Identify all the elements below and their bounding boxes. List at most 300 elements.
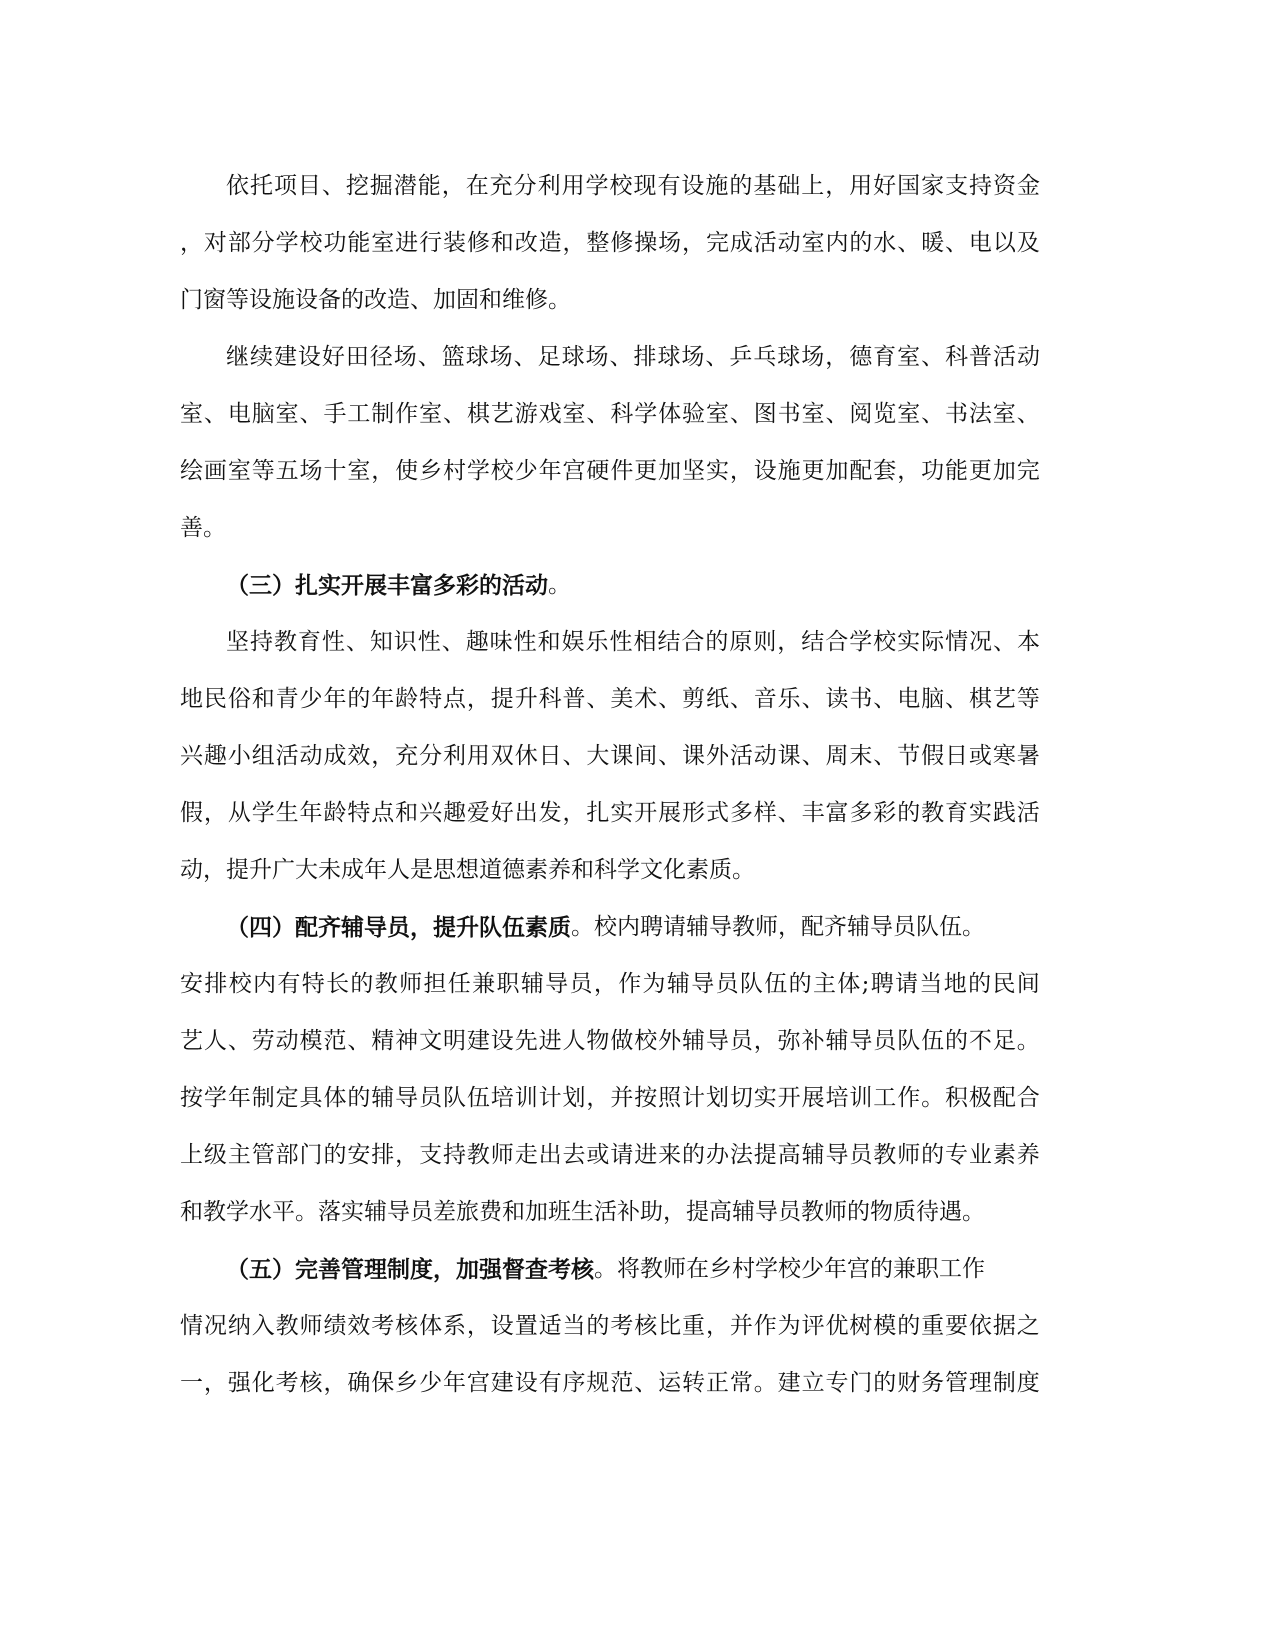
line-char: 乓: [753, 344, 777, 370]
line-char: 的: [347, 1085, 371, 1111]
line-char: 田: [345, 344, 369, 370]
line-char: 、: [441, 629, 465, 655]
line-char: 据: [992, 1313, 1016, 1339]
heading-tail: 。将教师在乡村学校少年宫的兼职工作: [594, 1256, 985, 1282]
line-char: 专: [945, 1142, 968, 1168]
line-char: 制: [371, 401, 395, 427]
line-char: 辅: [825, 1028, 849, 1054]
line-char: 加: [658, 458, 682, 484]
line-char: 切: [729, 1085, 753, 1111]
line-char: 作: [618, 971, 642, 997]
line-char: 的: [705, 629, 729, 655]
line-char: 则: [753, 629, 777, 655]
line-char: 成: [729, 230, 753, 256]
line-char: 导: [691, 971, 715, 997]
line-char: 末: [849, 743, 873, 769]
line-char: 和: [537, 629, 561, 655]
line-char: 评: [801, 1313, 825, 1339]
line-char: 计: [538, 1085, 562, 1111]
line-char: 、: [921, 344, 945, 370]
line-char: 式: [705, 800, 729, 826]
text-line: [180, 1070, 1040, 1127]
line-char: 核: [395, 1313, 419, 1339]
line-char: 能: [347, 230, 371, 256]
line-char: 出: [514, 800, 538, 826]
line-char: 挖: [345, 173, 369, 199]
heading-text: （三）扎实开展丰富多彩的活动: [226, 572, 548, 599]
line-char: 活: [1016, 800, 1040, 826]
line-char: ，: [562, 800, 586, 826]
line-char: ，: [753, 1028, 777, 1054]
text-line: [180, 158, 1040, 215]
line-char: 室: [562, 401, 586, 427]
line-char: 富: [825, 800, 849, 826]
line-char: 暖: [921, 230, 945, 256]
line-char: 当: [919, 971, 943, 997]
line-char: 或: [968, 743, 992, 769]
line-char: 成: [323, 743, 347, 769]
line-char: 确: [347, 1370, 371, 1396]
line-char: 动: [753, 743, 777, 769]
line-char: 托: [249, 173, 273, 199]
line-char: 队: [897, 1028, 921, 1054]
line-char: 出: [538, 1142, 562, 1168]
line-char: 弥: [777, 1028, 801, 1054]
line-char: 财: [897, 1370, 921, 1396]
line-char: 结: [801, 629, 825, 655]
line-char: 、: [777, 800, 801, 826]
line-char: 修: [610, 230, 634, 256]
line-char: 际: [921, 629, 945, 655]
line-char: 双: [490, 743, 514, 769]
document-body: [180, 158, 1040, 1412]
line-char: 用: [466, 743, 490, 769]
line-char: 分: [251, 230, 275, 256]
line-char: 展: [658, 800, 682, 826]
line-char: 点: [442, 686, 466, 712]
line-char: 明: [442, 1028, 466, 1054]
line-char: 、: [442, 401, 466, 427]
line-char: 、: [658, 686, 682, 712]
line-char: 人: [203, 1028, 227, 1054]
line-char: 纳: [227, 1313, 251, 1339]
line-char: 场: [299, 458, 323, 484]
heading-text: （四）配齐辅导员，提升队伍素质: [226, 914, 571, 941]
line-char: 书: [777, 401, 801, 427]
line-char: 外: [658, 1028, 682, 1054]
line-char: 计: [682, 1085, 706, 1111]
line-char: 适: [538, 1313, 562, 1339]
line-char: 棋: [968, 686, 992, 712]
line-char: 的: [586, 1313, 610, 1339]
line-char: 电: [897, 686, 921, 712]
line-char: 专: [825, 1370, 849, 1396]
line-char: 业: [968, 1142, 992, 1168]
line-char: 。: [753, 1370, 777, 1396]
text-line: [180, 272, 1040, 329]
line-char: 作: [897, 1085, 921, 1111]
line-char: 术: [634, 686, 658, 712]
line-char: 辅: [801, 1142, 825, 1168]
line-char: 节: [897, 743, 921, 769]
line-char: 的: [788, 971, 812, 997]
line-char: 外: [705, 743, 729, 769]
line-char: 分: [419, 743, 443, 769]
line-char: 室: [180, 401, 203, 427]
text-line: [180, 1298, 1040, 1355]
line-char: 建: [490, 1370, 514, 1396]
line-char: 龄: [323, 800, 347, 826]
line-char: 有: [277, 971, 301, 997]
line-char: 辅: [682, 1028, 706, 1054]
line-char: 、: [203, 401, 227, 427]
line-char: 按: [180, 1085, 203, 1111]
line-char: 法: [968, 401, 992, 427]
line-char: 操: [634, 230, 658, 256]
line-text: 和教学水平。落实辅导员差旅费和加班生活补助，提高辅导员教师的物质待遇。: [180, 1199, 985, 1225]
line-char: 和: [490, 230, 514, 256]
line-char: 扎: [586, 800, 610, 826]
line-char: 的: [682, 1142, 706, 1168]
line-char: 校: [873, 629, 897, 655]
line-char: 彩: [873, 800, 897, 826]
line-char: 支: [419, 1142, 443, 1168]
line-char: 管: [251, 1142, 275, 1168]
line-char: 学: [849, 629, 873, 655]
line-char: 进: [395, 230, 419, 256]
line-char: 年: [299, 800, 323, 826]
line-char: 、: [299, 401, 323, 427]
line-char: 优: [825, 1313, 849, 1339]
line-char: 课: [610, 743, 634, 769]
line-char: 美: [610, 686, 634, 712]
line-char: 校: [634, 1028, 658, 1054]
line-char: 继: [226, 344, 249, 370]
line-char: 培: [490, 1085, 514, 1111]
line-char: 师: [490, 1142, 514, 1168]
line-char: 之: [1016, 1313, 1040, 1339]
line-char: 伍: [764, 971, 788, 997]
line-char: 续: [249, 344, 273, 370]
line-char: 休: [514, 743, 538, 769]
line-char: 青: [275, 686, 299, 712]
line-char: 主: [227, 1142, 251, 1168]
line-char: 请: [895, 971, 919, 997]
line-char: 好: [321, 344, 345, 370]
line-char: 实: [968, 800, 992, 826]
line-char: 功: [921, 458, 945, 484]
line-char: 多: [729, 800, 753, 826]
line-char: 宫: [466, 1370, 490, 1396]
line-char: 、: [562, 743, 586, 769]
line-char: 物: [586, 1028, 610, 1054]
line-char: 组: [251, 743, 275, 769]
line-char: 生: [275, 800, 299, 826]
line-char: 潜: [393, 173, 417, 199]
line-char: 员: [849, 1142, 873, 1168]
line-char: 精: [371, 1028, 395, 1054]
line-char: 学: [466, 458, 490, 484]
line-char: 素: [992, 1142, 1016, 1168]
line-char: 样: [753, 800, 777, 826]
line-char: 、: [945, 686, 968, 712]
line-char: 地: [180, 686, 203, 712]
line-char: 、: [1016, 401, 1040, 427]
line-char: 设: [297, 344, 321, 370]
line-char: 学: [203, 1085, 227, 1111]
line-char: 理: [968, 1370, 992, 1396]
line-char: 球: [561, 344, 585, 370]
line-char: 、: [921, 401, 945, 427]
line-char: 立: [801, 1370, 825, 1396]
line-char: 、: [873, 743, 897, 769]
line-char: 用: [849, 173, 873, 199]
line-char: 龄: [395, 686, 419, 712]
line-char: 知: [369, 629, 393, 655]
line-char: 活: [993, 344, 1016, 370]
line-char: 排: [371, 1142, 395, 1168]
line-char: ;: [861, 971, 870, 997]
line-char: 图: [753, 401, 777, 427]
line-char: 伍: [466, 1085, 490, 1111]
line-char: 动: [1016, 344, 1040, 370]
line-char: 提: [490, 686, 514, 712]
line-char: 场: [681, 344, 705, 370]
line-char: 人: [562, 1028, 586, 1054]
line-char: 游: [514, 401, 538, 427]
line-char: 导: [395, 1085, 419, 1111]
line-char: 室: [801, 401, 825, 427]
line-char: 坚: [682, 458, 706, 484]
line-char: 活: [729, 743, 753, 769]
line-char: 纸: [705, 686, 729, 712]
line-char: 、: [825, 401, 849, 427]
line-char: 度: [1016, 1370, 1040, 1396]
line-char: 加: [992, 458, 1016, 484]
line-char: 家: [921, 173, 945, 199]
line-char: 水: [873, 230, 897, 256]
line-char: 的: [347, 686, 371, 712]
line-char: 、: [345, 629, 369, 655]
line-char: 场: [393, 344, 417, 370]
line-char: 、: [347, 1028, 371, 1054]
line-char: 依: [226, 173, 249, 199]
line-char: 补: [801, 1028, 825, 1054]
text-line: [180, 671, 1040, 728]
line-char: 趣: [465, 629, 489, 655]
line-char: 开: [777, 1085, 801, 1111]
line-char: 好: [873, 173, 897, 199]
line-char: 合: [1016, 1085, 1040, 1111]
line-char: ，: [825, 344, 849, 370]
text-line: [180, 386, 1040, 443]
line-char: 先: [514, 1028, 538, 1054]
line-char: 、: [634, 1370, 658, 1396]
line-char: 具: [299, 1085, 323, 1111]
line-char: 读: [825, 686, 849, 712]
line-char: 性: [513, 629, 537, 655]
line-char: ，: [203, 800, 227, 826]
line-char: 的: [968, 971, 992, 997]
line-char: 坚: [226, 629, 249, 655]
line-char: 实: [753, 1085, 777, 1111]
line-char: 寒: [992, 743, 1016, 769]
line-char: 导: [825, 1142, 849, 1168]
line-char: 范: [323, 1028, 347, 1054]
line-char: 师: [399, 971, 423, 997]
line-char: 年: [371, 686, 395, 712]
line-char: 伍: [921, 1028, 945, 1054]
line-char: 绘: [180, 458, 203, 484]
heading-text: （五）完善管理制度，加强督查考核: [226, 1256, 594, 1283]
line-char: 积: [945, 1085, 968, 1111]
line-char: 五: [275, 458, 299, 484]
text-line: [180, 728, 1040, 785]
line-char: 发: [538, 800, 562, 826]
line-char: 、: [945, 230, 968, 256]
line-char: 球: [777, 344, 801, 370]
line-char: 设: [753, 458, 777, 484]
line-char: 有: [657, 173, 681, 199]
line-char: ，: [562, 230, 586, 256]
line-char: ，: [395, 1142, 419, 1168]
line-char: 作: [395, 401, 419, 427]
line-char: 趣: [203, 743, 227, 769]
line-char: 当: [562, 1313, 586, 1339]
line-char: 级: [203, 1142, 227, 1168]
line-char: 一: [180, 1370, 203, 1396]
line-char: 乡: [395, 1370, 419, 1396]
line-char: 室: [705, 401, 729, 427]
line-char: 德: [849, 344, 873, 370]
line-char: 校: [299, 230, 323, 256]
line-char: 室: [371, 230, 395, 256]
line-char: 的: [897, 1313, 921, 1339]
line-char: 员: [715, 971, 739, 997]
line-char: 师: [299, 1313, 323, 1339]
line-char: 日: [945, 743, 968, 769]
line-char: 体: [837, 971, 861, 997]
line-char: 原: [729, 629, 753, 655]
line-char: ，: [825, 173, 849, 199]
line-char: 请: [610, 1142, 634, 1168]
line-char: 队: [442, 1085, 466, 1111]
line-text: 善。: [180, 515, 226, 541]
line-char: 动: [275, 1028, 299, 1054]
line-char: 功: [323, 230, 347, 256]
line-char: 、: [873, 686, 897, 712]
line-char: 况: [203, 1313, 227, 1339]
line-char: 、: [705, 344, 729, 370]
line-char: 依: [968, 1313, 992, 1339]
line-char: 完: [705, 230, 729, 256]
line-char: 性: [321, 629, 345, 655]
line-char: 建: [777, 1370, 801, 1396]
line-char: 室: [897, 401, 921, 427]
line-char: 、: [227, 1028, 251, 1054]
line-char: 手: [323, 401, 347, 427]
line-char: 导: [849, 1028, 873, 1054]
line-char: 十: [323, 458, 347, 484]
line-char: 大: [586, 743, 610, 769]
line-char: 、: [801, 743, 825, 769]
line-char: 规: [586, 1370, 610, 1396]
line-char: 、: [417, 344, 441, 370]
line-char: 普: [969, 344, 993, 370]
line-char: ，: [466, 1313, 490, 1339]
line-char: 实: [897, 629, 921, 655]
line-char: 室: [275, 401, 299, 427]
line-char: 电: [227, 401, 251, 427]
line-char: 职: [496, 971, 520, 997]
line-char: 走: [514, 1142, 538, 1168]
line-char: ，: [897, 458, 921, 484]
line-char: 验: [682, 401, 706, 427]
line-text: 门窗等设施设备的改造、加固和维修。: [180, 287, 571, 313]
section-heading: [180, 1241, 1040, 1298]
line-char: 改: [514, 230, 538, 256]
line-char: 脑: [921, 686, 945, 712]
line-char: 建: [466, 1028, 490, 1054]
line-char: 施: [705, 173, 729, 199]
line-char: 法: [729, 1142, 753, 1168]
line-char: 科: [538, 686, 562, 712]
line-char: 课: [682, 743, 706, 769]
line-char: 导: [545, 971, 569, 997]
text-line: [180, 215, 1040, 272]
line-char: 假: [180, 800, 203, 826]
line-char: 上: [801, 173, 825, 199]
line-char: 员: [569, 971, 593, 997]
line-char: 乒: [729, 344, 753, 370]
line-char: 来: [658, 1142, 682, 1168]
line-char: 和: [251, 686, 275, 712]
line-char: 极: [968, 1085, 992, 1111]
line-char: 担: [423, 971, 447, 997]
line-char: 建: [273, 344, 297, 370]
line-char: 学: [634, 401, 658, 427]
line-char: 模: [873, 1313, 897, 1339]
line-char: 体: [323, 1085, 347, 1111]
line-char: 按: [634, 1085, 658, 1111]
line-char: 重: [682, 1313, 706, 1339]
line-char: 硬: [586, 458, 610, 484]
line-char: 村: [442, 458, 466, 484]
line-char: 的: [323, 1142, 347, 1168]
line-char: 作: [753, 1313, 777, 1339]
line-char: 的: [729, 173, 753, 199]
line-char: 为: [642, 971, 666, 997]
line-char: 合: [681, 629, 705, 655]
line-char: 、: [586, 686, 610, 712]
line-char: 、: [729, 401, 753, 427]
text-line: [180, 443, 1040, 500]
line-char: 对: [203, 230, 227, 256]
line-char: 培: [825, 1085, 849, 1111]
line-char: ，: [203, 1370, 227, 1396]
line-char: 保: [371, 1370, 395, 1396]
line-char: 整: [586, 230, 610, 256]
line-char: 照: [658, 1085, 682, 1111]
line-char: 能: [945, 458, 968, 484]
line-char: 教: [275, 1313, 299, 1339]
line-char: 和: [395, 800, 419, 826]
line-char: 设: [490, 1028, 514, 1054]
line-char: 安: [180, 971, 203, 997]
line-char: 性: [609, 629, 633, 655]
line-char: 行: [419, 230, 443, 256]
line-char: 活: [753, 230, 777, 256]
